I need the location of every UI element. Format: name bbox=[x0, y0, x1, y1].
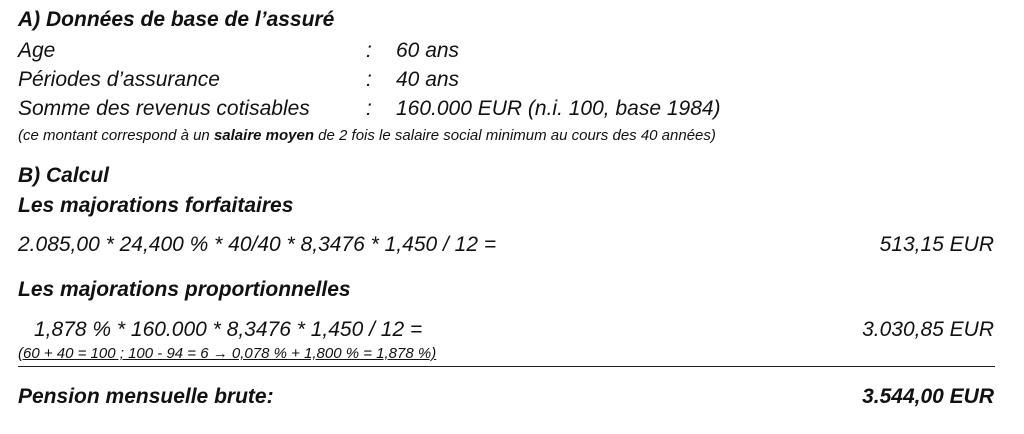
total-label: Pension mensuelle brute: bbox=[18, 385, 274, 408]
contributory-income-value: 160.000 EUR (n.i. 100, base 1984) bbox=[396, 97, 721, 120]
forfaitaires-title: Les majorations forfaitaires bbox=[18, 194, 294, 217]
proportionnelles-amount: 3.030,85 EUR bbox=[862, 318, 994, 341]
proportionnelles-detail: (60 + 40 = 100 ; 100 - 94 = 6 → 0,078 % + 1,800 % = 1,878 %) bbox=[18, 345, 437, 362]
section-a-heading: A) Données de base de l’assuré bbox=[18, 8, 335, 31]
income-note-bold: salaire moyen bbox=[213, 127, 315, 144]
contributory-income-label: Somme des revenus cotisables bbox=[18, 97, 310, 120]
age-colon: : bbox=[366, 39, 372, 62]
total-divider bbox=[18, 366, 995, 367]
forfaitaires-formula: 2.085,00 * 24,400 % * 40/40 * 8,3476 * 1,450 / 12 = bbox=[18, 233, 497, 256]
proportionnelles-formula: 1,878 % * 160.000 * 8,3476 * 1,450 / 12 = bbox=[34, 318, 423, 341]
insurance-periods-label: Périodes d’assurance bbox=[18, 68, 220, 91]
income-note bbox=[18, 127, 716, 144]
insurance-periods-colon: : bbox=[366, 68, 372, 91]
income-note-after: de 2 fois le salaire social minimum au cours des 40 années) bbox=[314, 127, 716, 144]
total-amount: 3.544,00 EUR bbox=[862, 385, 994, 408]
insurance-periods-value: 40 ans bbox=[396, 68, 460, 91]
forfaitaires-amount: 513,15 EUR bbox=[879, 233, 994, 256]
contributory-income-colon: : bbox=[366, 97, 372, 120]
section-b-heading: B) Calcul bbox=[18, 164, 110, 187]
age-label: Age bbox=[18, 39, 56, 62]
proportionnelles-title: Les majorations proportionnelles bbox=[18, 278, 351, 301]
age-value: 60 ans bbox=[396, 39, 460, 62]
income-note-before: (ce montant correspond à un bbox=[18, 127, 214, 144]
